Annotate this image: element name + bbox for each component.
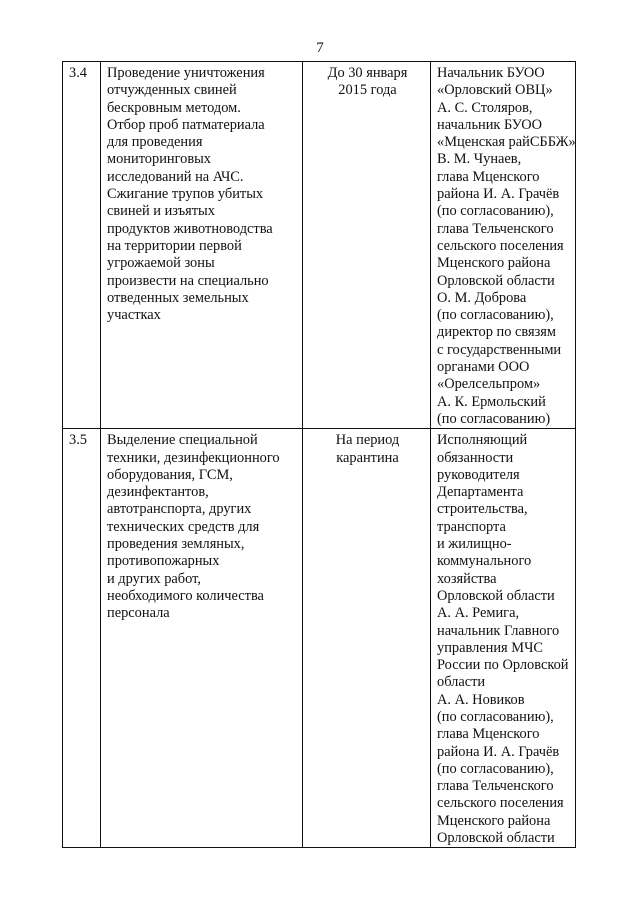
text-line: начальник Главного — [437, 622, 560, 639]
text-line: О. М. Доброва — [437, 289, 527, 306]
text-line: необходимого количества — [107, 587, 264, 604]
text-line: оборудования, ГСМ, — [107, 466, 233, 483]
text-line: отчужденных свиней — [107, 82, 237, 99]
text-line: и других работ, — [107, 570, 201, 587]
text-line: сельского поселения — [437, 795, 564, 812]
text-line: (по согласованию) — [437, 410, 551, 427]
text-line: обязанности — [437, 449, 514, 466]
text-line: Исполняющий — [437, 432, 528, 449]
text-line: области — [437, 674, 486, 691]
text-line: хозяйства — [437, 570, 497, 587]
text-line: Мценского района — [437, 812, 551, 829]
text-line: противопожарных — [107, 553, 220, 570]
text-line: В. М. Чунаев, — [437, 151, 522, 168]
text-line: исследований на АЧС. — [107, 168, 244, 185]
text-line: глава Мценского — [437, 726, 540, 743]
action-plan-table — [62, 61, 576, 848]
text-line: дезинфектантов, — [107, 484, 209, 501]
text-line: коммунального — [437, 553, 532, 570]
text-line: «Орелсельпром» — [437, 376, 541, 393]
text-line: участках — [107, 307, 161, 324]
text-line: Начальник БУОО — [437, 65, 545, 81]
text-line: глава Тельченского — [437, 778, 554, 795]
text-line: бескровным методом. — [107, 99, 241, 116]
text-line: сельского поселения — [437, 237, 564, 254]
item-number: 3.4 — [69, 65, 87, 81]
text-line: района И. А. Грачёв — [437, 186, 560, 203]
text-line: На период — [335, 432, 400, 449]
text-line: свиней и изъятых — [107, 203, 215, 220]
text-line: Сжигание трупов убитых — [107, 186, 264, 203]
table-row — [63, 62, 576, 429]
text-line: До 30 января — [327, 65, 408, 81]
text-line: строительства, — [437, 501, 528, 518]
action-cell — [101, 429, 303, 848]
item-number-cell — [63, 429, 101, 848]
item-number-cell — [63, 62, 101, 429]
text-line: технических средств для — [107, 518, 260, 535]
text-line: «Орловский ОВЦ» — [437, 82, 553, 99]
text-line: органами ООО — [437, 359, 530, 376]
text-line: (по согласованию), — [437, 708, 554, 725]
action-text — [107, 65, 298, 324]
text-line: (по согласованию), — [437, 760, 554, 777]
text-line: мониторинговых — [107, 151, 211, 168]
deadline-cell — [303, 62, 431, 429]
text-line: А. А. Ремига, — [437, 605, 520, 622]
text-line: начальник БУОО — [437, 116, 543, 133]
text-line: района И. А. Грачёв — [437, 743, 560, 760]
text-line: транспорта — [437, 518, 506, 535]
text-line: директор по связям — [437, 324, 557, 341]
text-line: «Мценская райСББЖ» — [437, 134, 576, 151]
text-line: с государственными — [437, 341, 562, 358]
text-line: Отбор проб патматериала — [107, 116, 265, 133]
text-line: А. К. Ермольский — [437, 393, 546, 410]
responsible-text — [437, 432, 571, 847]
text-line: угрожаемой зоны — [107, 255, 215, 272]
text-line: Департамента — [437, 484, 524, 501]
text-line: техники, дезинфекционного — [107, 449, 280, 466]
text-line: отведенных земельных — [107, 289, 249, 306]
text-line: Орловской области — [437, 587, 555, 604]
text-line: на территории первой — [107, 237, 242, 254]
action-cell — [101, 62, 303, 429]
text-line: 2015 года — [338, 82, 397, 99]
text-line: автотранспорта, других — [107, 501, 252, 518]
text-line: руководителя — [437, 466, 520, 483]
text-line: управления МЧС — [437, 639, 544, 656]
deadline-cell — [303, 429, 431, 848]
text-line: А. С. Столяров, — [437, 99, 533, 116]
item-number: 3.5 — [69, 432, 87, 449]
text-line: Орловской области — [437, 830, 555, 847]
text-line: (по согласованию), — [437, 307, 554, 324]
text-line: для проведения — [107, 134, 203, 151]
text-line: А. А. Новиков — [437, 691, 525, 708]
text-line: Проведение уничтожения — [107, 65, 265, 81]
text-line: проведения земляных, — [107, 536, 245, 553]
text-line: глава Мценского — [437, 168, 540, 185]
text-line: произвести на специально — [107, 272, 269, 289]
table-row — [63, 429, 576, 848]
responsible-text — [437, 65, 576, 428]
text-line: персонала — [107, 605, 170, 622]
action-text — [107, 432, 298, 622]
text-line: глава Тельченского — [437, 220, 554, 237]
text-line: Выделение специальной — [107, 432, 258, 449]
page-number: 7 — [316, 40, 324, 56]
text-line: продуктов животноводства — [107, 220, 273, 237]
deadline-text — [309, 65, 426, 100]
text-line: и жилищно- — [437, 536, 512, 553]
text-line: Мценского района — [437, 255, 551, 272]
deadline-text — [309, 432, 426, 467]
responsible-cell — [431, 62, 576, 429]
text-line: России по Орловской — [437, 657, 569, 674]
text-line: (по согласованию), — [437, 203, 554, 220]
text-line: карантина — [336, 449, 399, 466]
text-line: Орловской области — [437, 272, 555, 289]
responsible-cell — [431, 429, 576, 848]
